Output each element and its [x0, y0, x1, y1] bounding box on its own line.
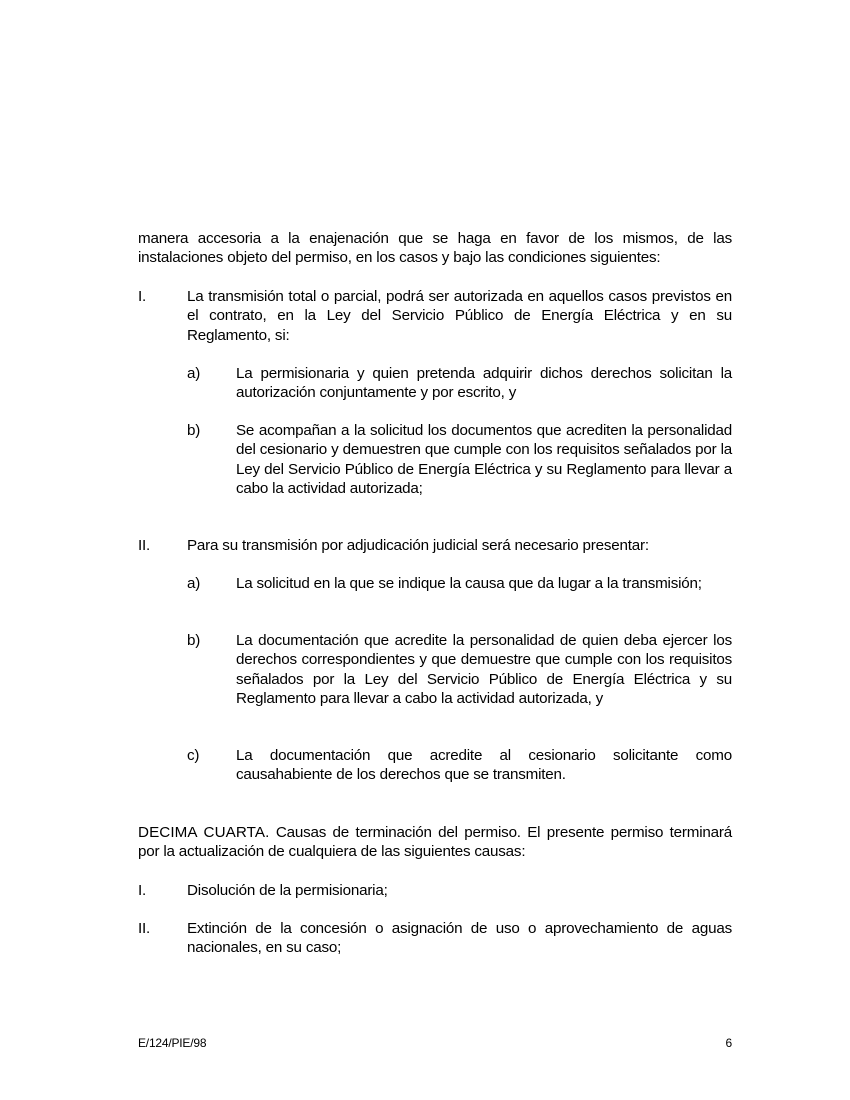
sub-item-I-b [187, 421, 732, 499]
list-item-text: Disolución de la permisionaria; [187, 882, 388, 899]
page-number: 6 [725, 1036, 732, 1050]
list-marker: II. [138, 920, 151, 937]
list-item-text: La transmisión total o parcial, podrá ser autorizada en aquellos casos previstos en el contrato, en la Ley del Servicio Público de Energía Eléctrica y en su Reglamento, si: [187, 288, 732, 344]
list-marker: II. [138, 537, 151, 554]
list-item-text: Extinción de la concesión o asignación de uso o aprovechamiento de aguas nacionales, en su caso; [187, 920, 732, 957]
clause-text: El presente permiso terminará por la actualización de cualquiera de las siguientes causas: [138, 824, 732, 861]
clause-item-II [138, 919, 732, 958]
sub-item-I-a [187, 364, 732, 403]
clause-item-I [138, 881, 732, 900]
sub-marker: b) [187, 632, 201, 649]
sub-item-text: Se acompañan a la solicitud los documentos que acrediten la personalidad del cesionario y demuestren que cumple con los requisitos señalados por la Ley del Servicio Público de Energía Eléctrica y su Reglamento para llevar a cabo la actividad autorizada; [236, 422, 732, 498]
sub-marker: a) [187, 365, 201, 382]
list-item-I [138, 287, 732, 345]
list-marker: I. [138, 882, 147, 899]
list-marker: I. [138, 288, 147, 305]
clause-paragraph [138, 823, 732, 862]
list-item-text: Para su transmisión por adjudicación judicial será necesario presentar: [187, 537, 649, 554]
sub-item-II-a [187, 574, 732, 593]
clause-subheading: Causas de terminación del permiso. [275, 824, 521, 841]
clause-heading: DECIMA CUARTA. [138, 824, 270, 841]
intro-paragraph: manera accesoria a la enajenación que se haga en favor de los mismos, de las instalaciones objeto del permiso, en los casos y bajo las condiciones siguientes: [138, 230, 732, 267]
sub-item-II-c [187, 746, 732, 785]
sub-marker: a) [187, 575, 201, 592]
sub-item-text: La solicitud en la que se indique la causa que da lugar a la transmisión; [236, 575, 702, 592]
sub-item-text: La documentación que acredite al cesionario solicitante como causahabiente de los derechos que se transmiten. [236, 747, 732, 784]
sub-item-II-b [187, 631, 732, 709]
footer-reference: E/124/PIE/98 [138, 1036, 207, 1050]
sub-marker: b) [187, 422, 201, 439]
sub-item-text: La documentación que acredite la personalidad de quien deba ejercer los derechos correspondientes y que demuestre que cumple con los requisitos señalados por la Ley del Servicio Público de Energía Eléctrica y su Reglamento para llevar a cabo la actividad autorizada, y [236, 632, 732, 708]
list-item-II [138, 536, 732, 555]
sub-item-text: La permisionaria y quien pretenda adquirir dichos derechos solicitan la autorización conjuntamente y por escrito, y [236, 365, 732, 402]
sub-marker: c) [187, 747, 200, 764]
